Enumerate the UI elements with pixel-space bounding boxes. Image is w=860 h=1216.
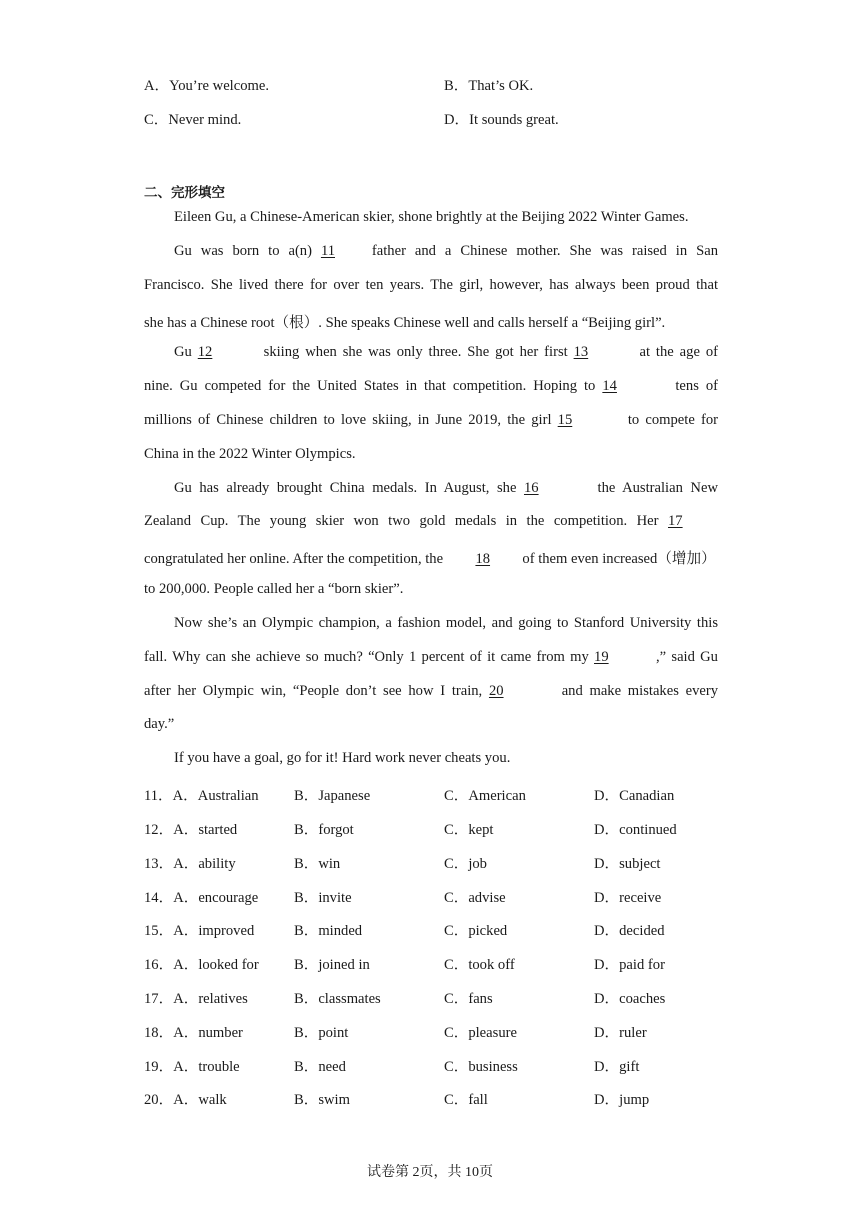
text-run: at the age of: [639, 344, 718, 360]
passage-p5-line3: [144, 683, 718, 700]
prev-option-b: B．That’s OK.: [444, 78, 534, 94]
option-c: C．business: [444, 1059, 518, 1075]
option-d: D．paid for: [594, 957, 665, 973]
question-row: [144, 919, 744, 939]
passage-p5-line4: day.”: [144, 716, 175, 732]
option-a: 16．A．looked for: [144, 957, 259, 973]
passage-p2-line1: [174, 243, 718, 260]
passage-p2-line3: she has a Chinese root（根）. She speaks Chinese well and calls herself a “Beijing girl”.: [144, 315, 666, 331]
page-footer: 试卷第 2页，共 10页: [367, 1165, 493, 1180]
option-c: C．took off: [444, 957, 515, 973]
option-a: 12．A．started: [144, 822, 238, 838]
option-b: B．invite: [294, 890, 352, 906]
text-run: ,” said Gu: [656, 649, 718, 665]
option-c: C．advise: [444, 890, 506, 906]
text-run: Zealand Cup. The young skier won two gold medals in the competition. Her: [144, 513, 659, 529]
option-a: 15．A．improved: [144, 923, 255, 939]
option-b: B．minded: [294, 923, 363, 939]
option-b: B．Japanese: [294, 788, 371, 804]
question-row: [144, 784, 744, 804]
option-d: D．coaches: [594, 991, 666, 1007]
option-c: C．American: [444, 788, 526, 804]
text-run: father and a Chinese mother. She was raised in San: [371, 243, 718, 259]
passage-p3-line4: China in the 2022 Winter Olympics.: [144, 446, 356, 462]
option-b: B．need: [294, 1059, 346, 1075]
option-c: C．fall: [444, 1092, 488, 1108]
passage-p5-line2: [144, 649, 718, 666]
blank-16: 16: [523, 480, 539, 496]
text-run: and make mistakes every: [561, 683, 719, 699]
question-row: [144, 886, 744, 906]
text-run: the Australian New: [597, 480, 718, 496]
blank-15: 15: [557, 412, 573, 428]
option-b: B．classmates: [294, 991, 381, 1007]
question-row: [144, 953, 744, 973]
passage-p4-line3: [144, 547, 718, 568]
blank-20: 20: [488, 683, 504, 699]
text-run: fall. Why can she achieve so much? “Only 1 percent of it came from my: [144, 649, 589, 665]
text-run: of them even increased（增加）: [522, 551, 716, 567]
option-b: B．point: [294, 1025, 349, 1041]
text-run: skiing when she was only three. She got her first: [263, 344, 568, 360]
option-c: C．job: [444, 856, 487, 872]
option-a: 11．A．Australian: [144, 788, 259, 804]
question-row: [144, 818, 744, 838]
question-row: [144, 1055, 744, 1075]
blank-19: 19: [594, 649, 609, 665]
passage-p3-line1: [174, 344, 718, 361]
option-b: B．forgot: [294, 822, 354, 838]
passage-p2-line2: Francisco. She lived there for over ten years. The girl, however, has always been proud that: [144, 277, 718, 293]
question-row: [144, 1021, 744, 1041]
option-c: C．fans: [444, 991, 493, 1007]
option-d: D．receive: [594, 890, 662, 906]
blank-12: 12: [197, 344, 213, 360]
option-a: 20．A．walk: [144, 1092, 227, 1108]
blank-11: 11: [320, 243, 335, 259]
option-c: C．pleasure: [444, 1025, 517, 1041]
option-c: C．kept: [444, 822, 494, 838]
text-run: Gu: [174, 344, 192, 360]
option-b: B．swim: [294, 1092, 350, 1108]
option-a: 18．A．number: [144, 1025, 243, 1041]
option-d: D．jump: [594, 1092, 650, 1108]
blank-13: 13: [573, 344, 589, 360]
question-row: [144, 852, 744, 872]
blank-18: 18: [475, 551, 491, 567]
prev-option-c: C．Never mind.: [144, 112, 242, 128]
passage-p6: If you have a goal, go for it! Hard work never cheats you.: [174, 750, 511, 766]
option-a: 13．A．ability: [144, 856, 236, 872]
option-a: 14．A．encourage: [144, 890, 259, 906]
prev-option-d: D．It sounds great.: [444, 112, 559, 128]
text-run: after her Olympic win, “People don’t see how I train,: [144, 683, 483, 699]
option-c: C．picked: [444, 923, 508, 939]
passage-p4-line2: [144, 513, 718, 530]
option-a: 19．A．trouble: [144, 1059, 240, 1075]
text-run: tens of: [675, 378, 719, 394]
passage-p3-line3: [144, 412, 718, 429]
section-heading: 二、完形填空: [144, 185, 225, 201]
option-d: D．decided: [594, 923, 665, 939]
text-run: Gu has already brought China medals. In August, she: [174, 480, 517, 496]
option-d: D．continued: [594, 822, 677, 838]
text-run: Gu was born to a(n): [174, 243, 312, 259]
text-run: to compete for: [627, 412, 718, 428]
text-run: congratulated her online. After the competition, the: [144, 551, 444, 567]
passage-p3-line2: [144, 378, 718, 395]
text-run-group: [594, 649, 718, 665]
option-a: 17．A．relatives: [144, 991, 248, 1007]
option-d: D．subject: [594, 856, 661, 872]
question-row: [144, 1088, 744, 1108]
passage-p5-line1: Now she’s an Olympic champion, a fashion model, and going to Stanford University this: [174, 615, 718, 631]
option-d: D．ruler: [594, 1025, 647, 1041]
question-row: [144, 987, 744, 1007]
passage-p4-line1: [174, 480, 718, 497]
option-b: B．joined in: [294, 957, 370, 973]
passage-p4-line4: to 200,000. People called her a “born skier”.: [144, 581, 404, 597]
option-b: B．win: [294, 856, 341, 872]
option-d: D．gift: [594, 1059, 640, 1075]
passage-p1: Eileen Gu, a Chinese-American skier, shone brightly at the Beijing 2022 Winter Games.: [174, 209, 689, 225]
text-run: nine. Gu competed for the United States in that competition. Hoping to: [144, 378, 596, 394]
text-run: millions of Chinese children to love skiing, in June 2019, the girl: [144, 412, 552, 428]
prev-option-a: A．You’re welcome.: [144, 78, 269, 94]
blank-14: 14: [602, 378, 617, 394]
blank-17: 17: [668, 513, 683, 529]
option-d: D．Canadian: [594, 788, 675, 804]
